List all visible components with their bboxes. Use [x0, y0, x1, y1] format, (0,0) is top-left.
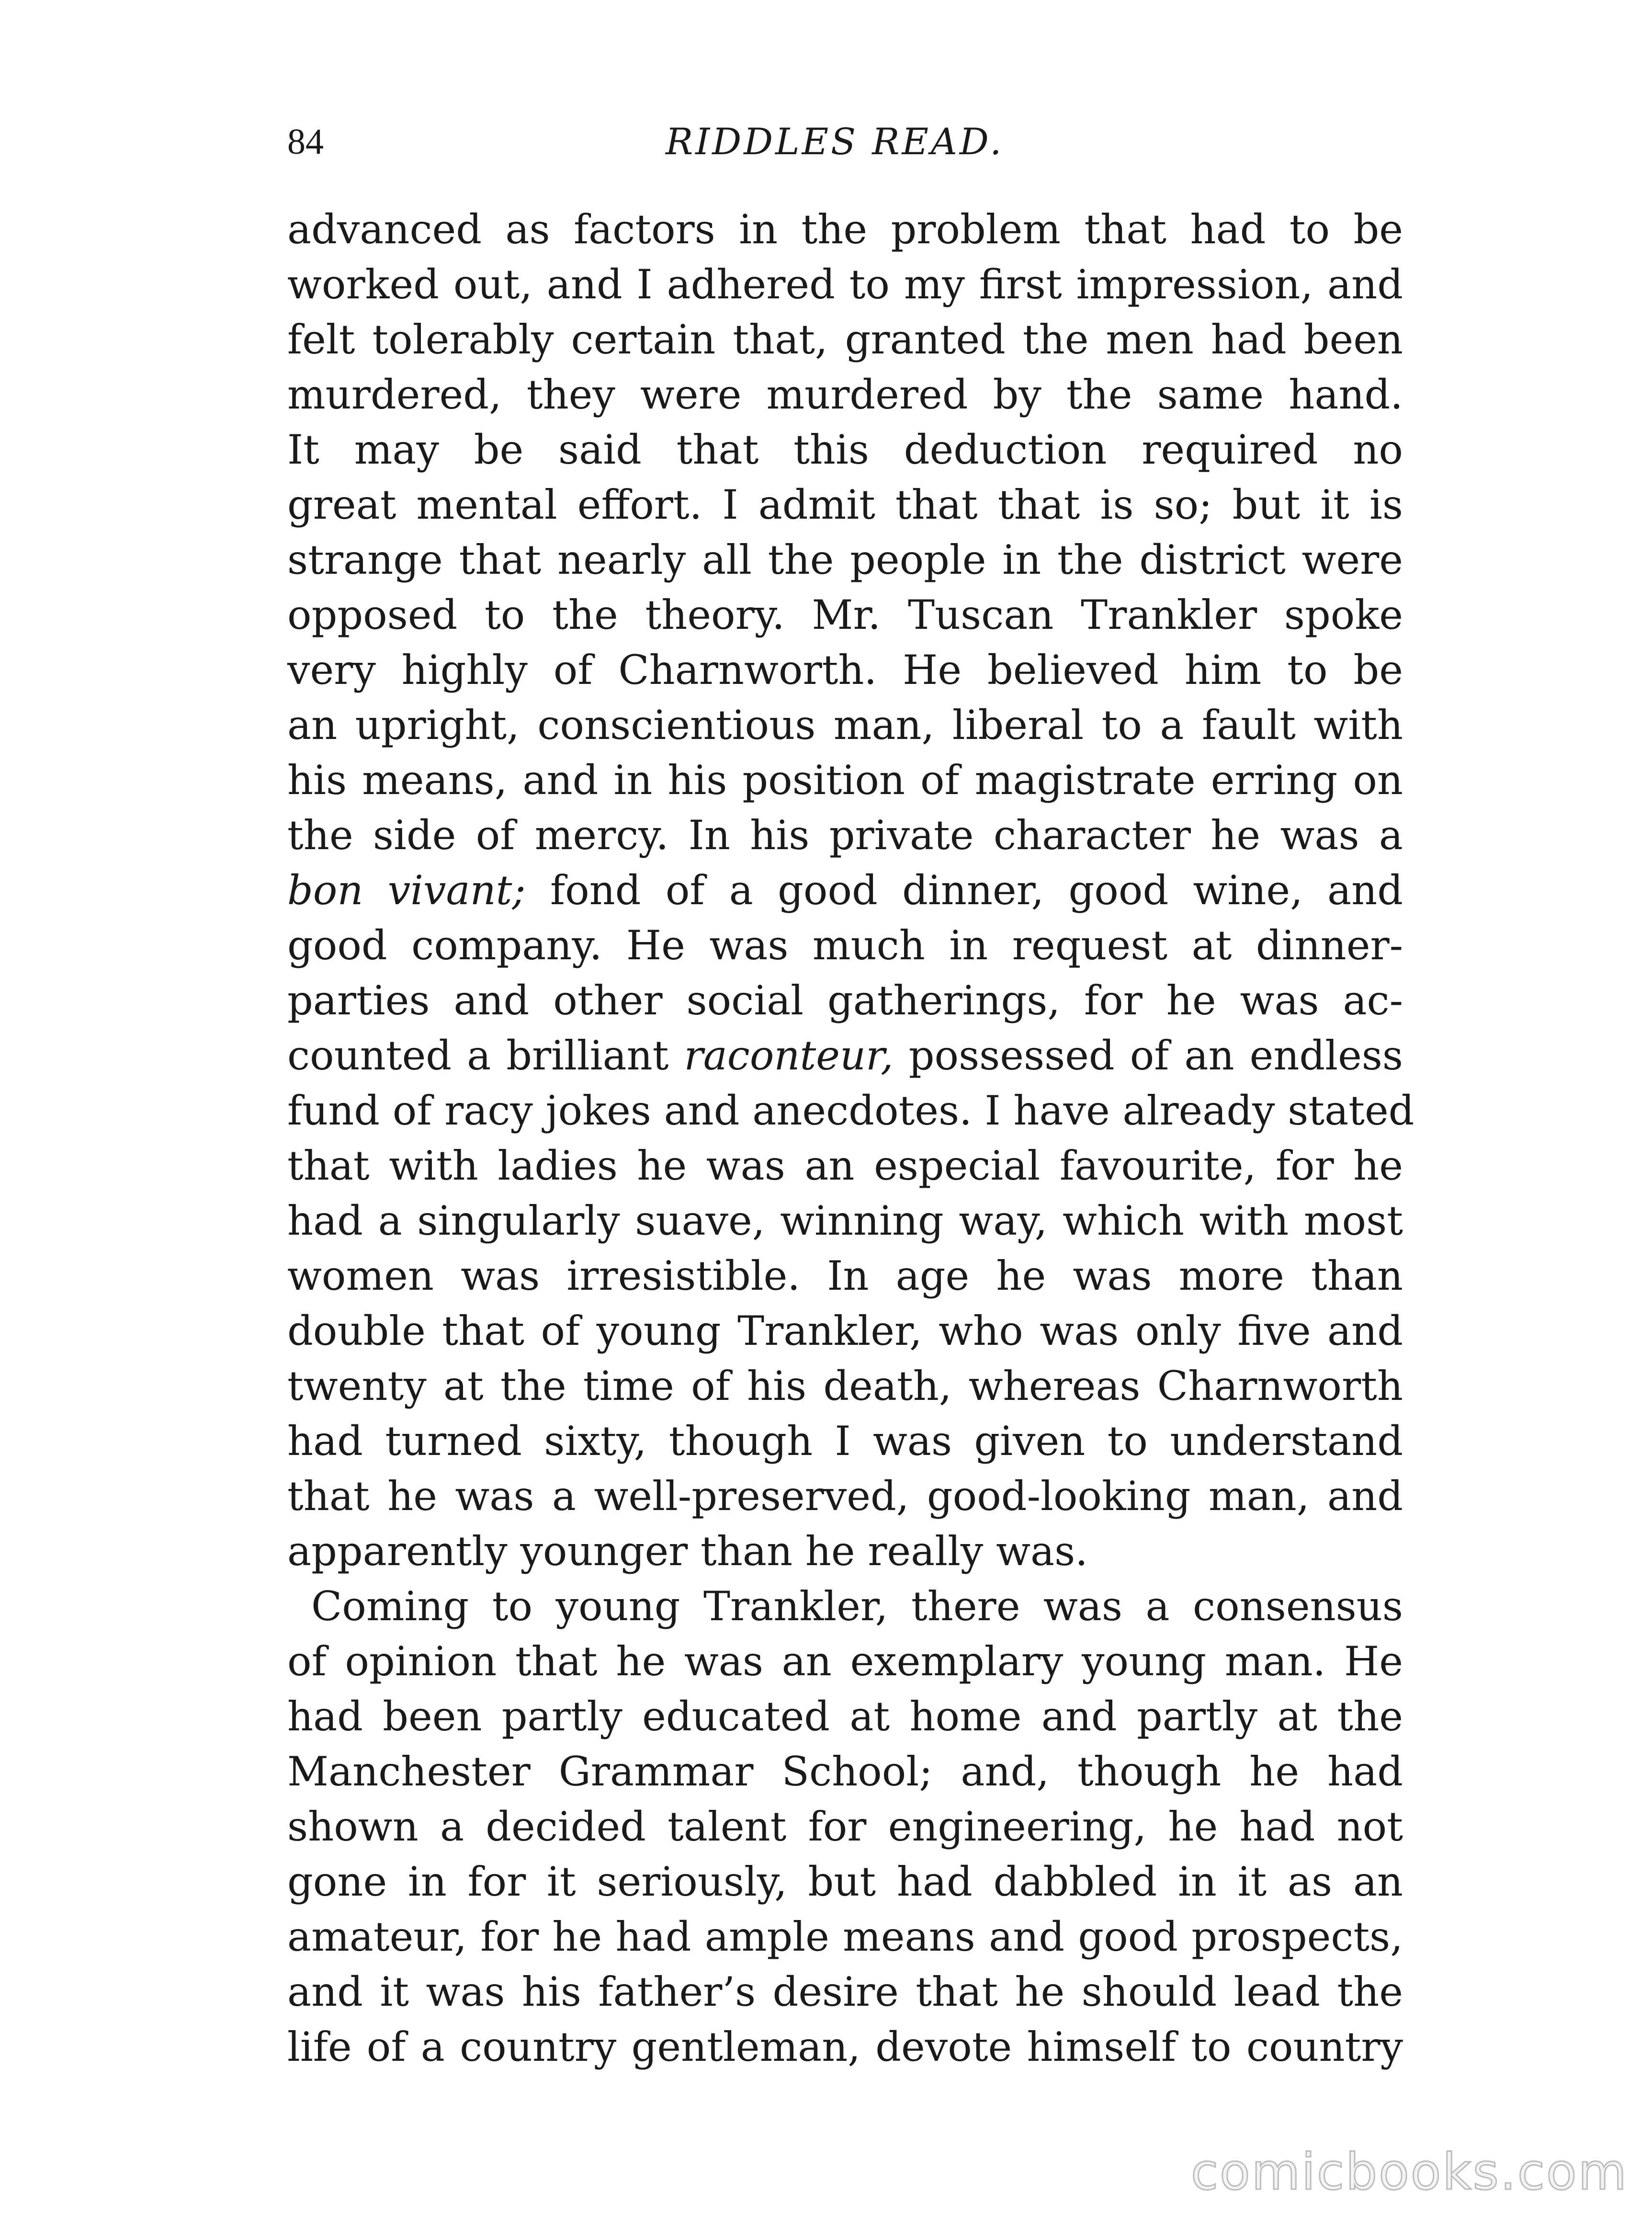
text-line: twenty at the time of his death, whereas Charnworth: [287, 1363, 1403, 1409]
text-line: life of a country gentleman, devote himself to country: [287, 2023, 1403, 2070]
text-line: fund of racy jokes and anecdotes. I have already stated: [287, 1087, 1414, 1134]
text-line: that with ladies he was an especial favourite, for he: [287, 1142, 1403, 1189]
text-line: [287, 1028, 1403, 1083]
text-line: his means, and in his position of magistrate erring on: [287, 757, 1403, 804]
text-line: opposed to the theory. Mr. Tuscan Trankler spoke: [287, 591, 1403, 638]
text-line: worked out, and I adhered to my first impression, and: [287, 261, 1403, 308]
text-line: Manchester Grammar School; and, though he had: [287, 1748, 1403, 1795]
text-line: the side of mercy. In his private character he was a: [287, 812, 1403, 859]
italic-phrase-bon-vivant: bon vivant;: [287, 867, 526, 914]
text-line: women was irresistible. In age he was more than: [287, 1252, 1403, 1299]
watermark: comicbooks.com: [1190, 2143, 1628, 2201]
text-line: gone in for it seriously, but had dabbled in it as an: [287, 1858, 1403, 1905]
text-line: had turned sixty, though I was given to understand: [287, 1418, 1403, 1465]
text-line: that he was a well-preserved, good-looking man, and: [287, 1473, 1403, 1520]
text-line: and it was his father’s desire that he should lead the: [287, 1968, 1403, 2015]
text-line: double that of young Trankler, who was only five and: [287, 1307, 1403, 1354]
text-line: had a singularly suave, winning way, which with most: [287, 1197, 1403, 1244]
text-line: It may be said that this deduction required no: [287, 426, 1403, 473]
italic-word-raconteur: raconteur,: [684, 1032, 894, 1079]
running-title: RIDDLES READ.: [666, 120, 1004, 163]
text-line: parties and other social gatherings, for he was ac-: [287, 977, 1403, 1024]
text-line: [287, 863, 1403, 918]
text-line: murdered, they were murdered by the same hand.: [287, 371, 1403, 418]
text-run: possessed of an endless: [893, 1032, 1403, 1079]
text-line: great mental effort. I admit that that is so; but it is: [287, 481, 1403, 528]
text-line: an upright, conscientious man, liberal to a fault with: [287, 702, 1403, 749]
text-line: had been partly educated at home and partly at the: [287, 1693, 1403, 1740]
text-line: amateur, for he had ample means and good prospects,: [287, 1913, 1403, 1960]
text-line: of opinion that he was an exemplary young man. He: [287, 1638, 1403, 1685]
text-line: Coming to young Trankler, there was a consensus: [311, 1583, 1403, 1630]
text-line: strange that nearly all the people in the district were: [287, 536, 1403, 583]
text-line: advanced as factors in the problem that had to be: [287, 206, 1403, 253]
text-line: good company. He was much in request at dinner-: [287, 922, 1403, 969]
text-line: shown a decided talent for engineering, he had not: [287, 1803, 1403, 1850]
page-number: 84: [287, 122, 324, 162]
text-run: counted a brilliant: [287, 1032, 684, 1079]
text-line: apparently younger than he really was.: [287, 1528, 1088, 1575]
text-line: very highly of Charnworth. He believed him to be: [287, 647, 1403, 693]
text-line: felt tolerably certain that, granted the men had been: [287, 316, 1403, 363]
text-run: fond of a good dinner, good wine, and: [525, 867, 1403, 914]
body-text: [287, 202, 1414, 2075]
